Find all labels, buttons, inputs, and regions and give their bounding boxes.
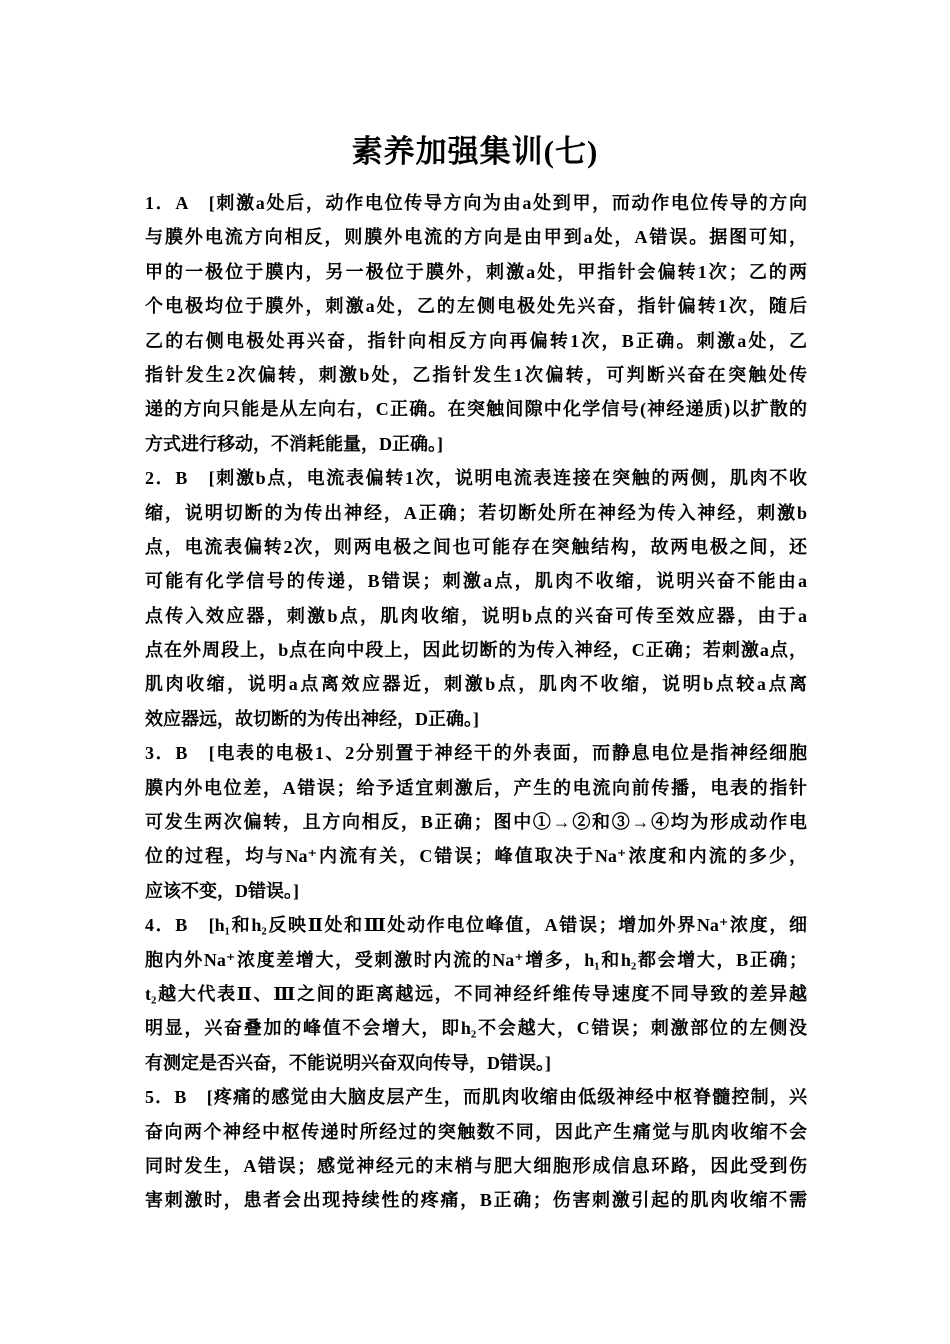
text-line: 5．B [疼痛的感觉由大脑皮层产生，而肌肉收缩由低级神经中枢脊髓控制，兴: [145, 1087, 807, 1108]
answer-item-3: [145, 736, 807, 908]
text-line: 胞内外Na⁺浓度差增大，受刺激时内流的Na⁺增多，h₁和h₂都会增大，B正确；: [145, 949, 807, 970]
text-line: 点，电流表偏转2次，则两电极之间也可能存在突触结构，故两电极之间，还: [145, 536, 807, 557]
text-line: 点传入效应器，刺激b点，肌肉收缩，说明b点的兴奋可传至效应器，由于a: [145, 605, 807, 626]
text-line: 奋向两个神经中枢传递时所经过的突触数不同，因此产生痛觉与肌肉收缩不会: [145, 1121, 807, 1142]
text-line: 有测定是否兴奋，不能说明兴奋双向传导，D错误。]: [145, 1052, 551, 1073]
text-line: 甲的一极位于膜内，另一极位于膜外，刺激a处，甲指针会偏转1次；乙的两: [145, 261, 807, 282]
answer-explanations: [145, 186, 807, 1218]
answer-item-2: [145, 461, 807, 736]
text-line: 点在外周段上，b点在向中段上，因此切断的为传入神经，C正确；若刺激a点，: [145, 640, 807, 661]
text-line: t₂越大代表Ⅱ、Ⅲ之间的距离越远，不同神经纤维传导速度不同导致的差异越: [145, 983, 807, 1004]
text-line: 应该不变，D错误。]: [145, 880, 299, 901]
text-line: 4．B [h₁和h₂反映Ⅱ处和Ⅲ处动作电位峰值，A错误；增加外界Na⁺浓度，细: [145, 915, 807, 936]
text-line: 方式进行移动，不消耗能量，D正确。]: [145, 433, 443, 454]
text-line: 效应器远，故切断的为传出神经，D正确。]: [145, 708, 479, 729]
text-line: 肌肉收缩，说明a点离效应器近，刺激b点，肌肉不收缩，说明b点较a点离: [145, 674, 807, 695]
text-line: 缩，说明切断的为传出神经，A正确；若切断处所在神经为传入神经，刺激b: [145, 502, 807, 523]
text-line: 害刺激时，患者会出现持续性的疼痛，B正确；伤害刺激引起的肌肉收缩不需: [145, 1190, 807, 1211]
text-line: 同时发生，A错误；感觉神经元的末梢与肥大细胞形成信息环路，因此受到伤: [145, 1155, 807, 1176]
text-line: 1．A [刺激a处后，动作电位传导方向为由a处到甲，而动作电位传导的方向: [145, 193, 807, 213]
answer-item-1: [145, 186, 807, 461]
text-line: 2．B [刺激b点，电流表偏转1次，说明电流表连接在突触的两侧，肌肉不收: [145, 468, 807, 489]
text-line: 可发生两次偏转，且方向相反，B正确；图中①→②和③→④均为形成动作电: [145, 812, 807, 833]
text-line: 与膜外电流方向相反，则膜外电流的方向是由甲到a处，A错误。据图可知，: [145, 227, 807, 248]
text-line: 位的过程，均与Na⁺内流有关，C错误；峰值取决于Na⁺浓度和内流的多少，: [145, 846, 807, 867]
text-line: 明显，兴奋叠加的峰值不会增大，即h₂不会越大，C错误；刺激部位的左侧没: [145, 1018, 807, 1039]
text-line: 递的方向只能是从左向右，C正确。在突触间隙中化学信号(神经递质)以扩散的: [145, 399, 807, 420]
text-line: 可能有化学信号的传递，B错误；刺激a点，肌肉不收缩，说明兴奋不能由a: [145, 571, 807, 592]
answer-item-4: [145, 908, 807, 1080]
text-line: 乙的右侧电极处再兴奋，指针向相反方向再偏转1次，B正确。刺激a处，乙: [145, 330, 807, 351]
text-line: 个电极均位于膜外，刺激a处，乙的左侧电极处先兴奋，指针偏转1次，随后: [145, 296, 807, 317]
text-line: 3．B [电表的电极1、2分别置于神经干的外表面，而静息电位是指神经细胞: [145, 743, 807, 764]
answer-item-5: [145, 1080, 807, 1218]
page-title: 素养加强集训(七): [351, 134, 599, 169]
text-line: 指针发生2次偏转，刺激b处，乙指针发生1次偏转，可判断兴奋在突触处传: [145, 364, 807, 385]
text-line: 膜内外电位差，A错误；给予适宜刺激后，产生的电流向前传播，电表的指针: [145, 777, 807, 798]
